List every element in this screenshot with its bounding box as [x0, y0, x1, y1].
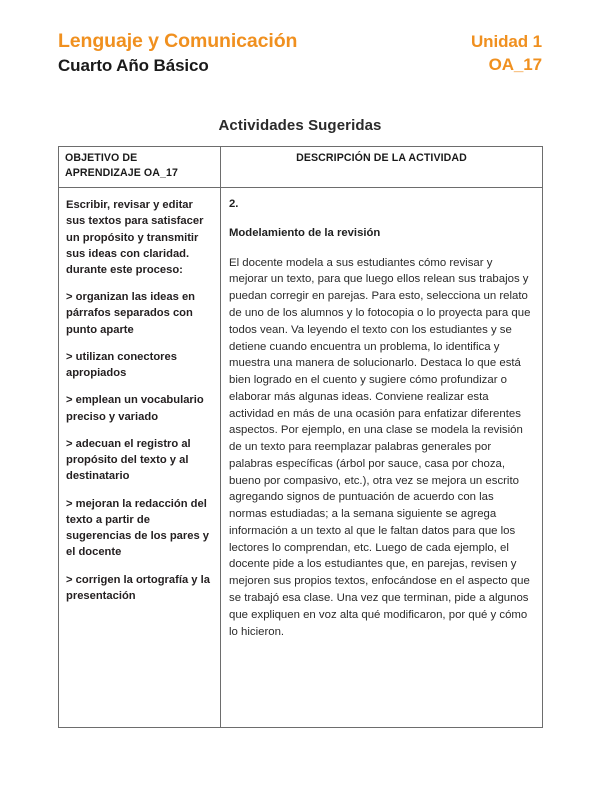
description-cell	[221, 188, 543, 728]
objective-item: > corrigen la ortografía y la presentación	[66, 573, 210, 602]
section-title: Actividades Sugeridas	[218, 117, 382, 134]
table-content-row	[59, 188, 543, 728]
activity-body-text: El docente modela a sus estudiantes cómo revisar y mejorar un texto, para que luego ellos relean sus trabajos y puedan corregir en parejas. Para esto, selecciona un relato de uno de los alumnos y lo fotocopia o lo proyecta para que todos vean. Va leyendo el texto con los estudiantes y se detiene cuando encuentra un problema, lo identifica y muestra una manera de solucionarlo. Destaca lo que está bien logrado en el cuento y sugiere cómo profundizar o elaborar más algunas ideas. Conviene realizar esta actividad en más de una ocasión para enfatizar diferentes aspectos. Por ejemplo, en una clase se modela la revisión de un texto para reemplazar palabras generales por palabras específicas (árbol por sauce, casa por choza, bueno por compasivo, etc.), otra vez se mejora un escrito agregando signos de puntuación de acuerdo con las normas estudiadas; a la semana siguiente se agrega información a un texto al que le faltan datos para que los lectores lo comprendan, etc. Luego de cada ejemplo, el docente pide a los estudiantes que, en parejas, revisen y mejoren sus propios textos, enfocándose en el aspecto que se trabajó esa clase. Una vez que terminan, pide a algunos que expliquen en voz alta qué modificaron, por qué y cómo lo hicieron.	[229, 256, 531, 638]
oa-code-label: OA_17	[488, 55, 542, 75]
header-label-description: DESCRIPCIÓN DE LA ACTIVIDAD	[296, 152, 467, 164]
document-masthead	[58, 30, 542, 77]
table-header-row	[59, 147, 543, 188]
grade-title: Cuarto Año Básico	[58, 55, 209, 75]
activity-number: 2.	[229, 198, 239, 211]
unit-label: Unidad 1	[471, 32, 542, 51]
masthead-left-group	[58, 30, 297, 77]
header-label-objective: OBJETIVO DE APRENDIZAJE OA_17	[65, 152, 178, 180]
activity-content	[221, 188, 542, 650]
header-cell-objective	[59, 147, 221, 188]
objective-item: > organizan las ideas en párrafos separados con punto aparte	[66, 291, 196, 336]
activities-table	[58, 146, 543, 728]
objective-item: > mejoran la redacción del texto a partir de sugerencias de los pares y el docente	[66, 497, 210, 559]
objective-item: > utilizan conectores apropiados	[66, 350, 177, 380]
header-cell-description	[221, 147, 543, 188]
activity-subtitle: Modelamiento de la revisión	[229, 226, 381, 239]
subject-title: Lenguaje y Comunicación	[58, 30, 298, 52]
objective-item: > emplean un vocabulario preciso y variado	[66, 394, 204, 423]
objective-intro-text: Escribir, revisar y editar sus textos para satisfacer un propósito y transmitir sus ideas con claridad. durante este proceso:	[66, 199, 204, 276]
objective-cell	[59, 188, 221, 728]
objective-item: > adecuan el registro al propósito del texto y al destinatario	[66, 437, 191, 483]
masthead-right-group	[471, 30, 542, 76]
objective-content	[59, 188, 220, 727]
